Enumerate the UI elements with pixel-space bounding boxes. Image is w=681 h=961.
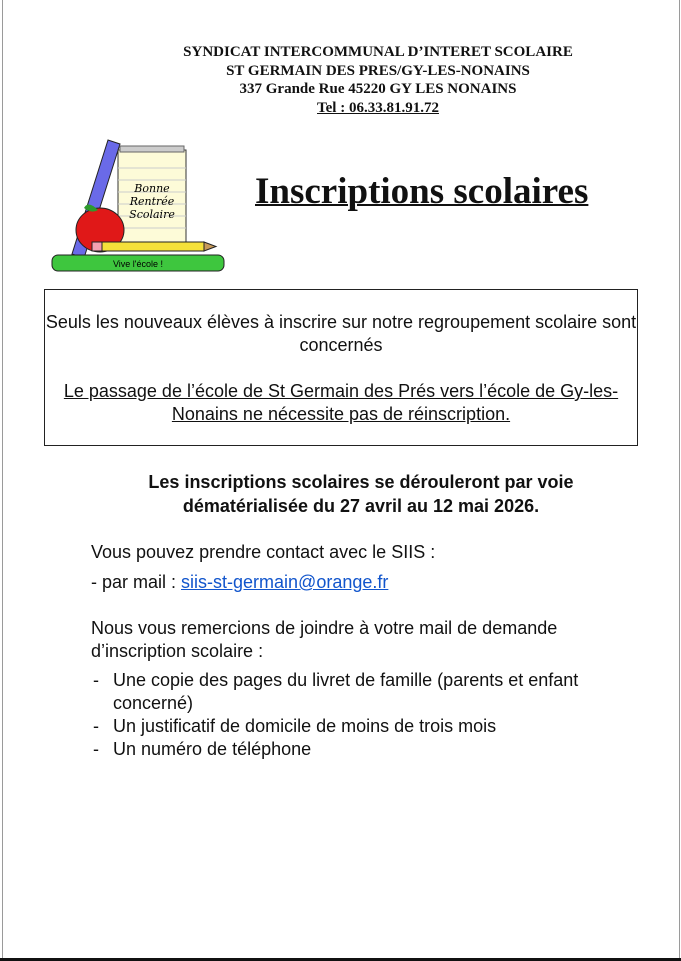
body-text	[91, 541, 631, 761]
notepad-icon	[118, 146, 186, 245]
book-icon	[52, 255, 224, 271]
svg-text:Bonne: Bonne	[134, 182, 170, 195]
documents-intro: Nous vous remercions de joindre à votre mail de demande d’inscription scolaire :	[91, 618, 558, 661]
documents-list	[91, 669, 631, 761]
registration-dates: Les inscriptions scolaires se dérouleront par voie dématérialisée du 27 avril au 12 mai 2026.	[148, 472, 574, 516]
list-item: - Une copie des pages du livret de famille (parents et enfant concerné)	[91, 669, 631, 715]
email-link[interactable]: siis-st-germain@orange.fr	[181, 572, 389, 592]
letterhead-org: SYNDICAT INTERCOMMUNAL D’INTERET SCOLAIRE	[183, 44, 573, 60]
notice-no-reregistration: Le passage de l’école de St Germain des Prés vers l’école de Gy-les-Nonains ne nécessite pas de réinscription.	[63, 381, 619, 424]
svg-text:Vive l'école !: Vive l'école !	[112, 259, 164, 269]
svg-text:Rentrée: Rentrée	[129, 195, 175, 208]
page-title: Inscriptions scolaires	[255, 171, 589, 212]
notice-box	[44, 289, 638, 446]
list-item: - Un justificatif de domicile de moins de trois mois	[91, 715, 631, 738]
mail-prefix: - par mail :	[91, 572, 182, 592]
svg-text:Scolaire: Scolaire	[129, 208, 175, 221]
contact-intro: Vous pouvez prendre contact avec le SIIS :	[91, 542, 436, 562]
letterhead-communes: ST GERMAIN DES PRES/GY-LES-NONAINS	[226, 62, 530, 79]
notice-new-students: Seuls les nouveaux élèves à inscrire sur notre regroupement scolaire sont concernés	[45, 312, 637, 355]
list-item: - Un numéro de téléphone	[91, 738, 631, 761]
letterhead-address: 337 Grande Rue 45220 GY LES NONAINS	[239, 81, 517, 97]
letterhead-phone: Tel : 06.33.81.91.72	[317, 99, 439, 116]
pencil-icon	[92, 242, 216, 251]
back-to-school-clipart	[48, 138, 228, 278]
letterhead	[120, 43, 636, 117]
